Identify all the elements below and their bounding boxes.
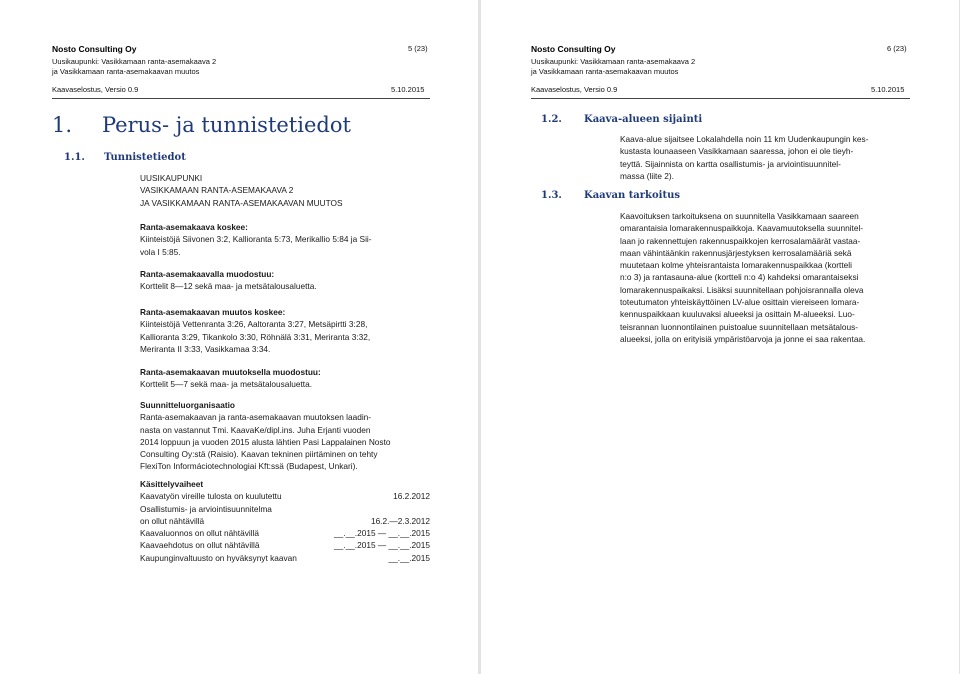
location-line: kustasta lounaaseen Vasikkamaan saaressa, johon ei ole tieyh- — [620, 146, 854, 157]
location-line: teyttä. Sijainnista on kartta osallistumis- ja arviointisuunnitel- — [620, 158, 841, 169]
phase-row — [140, 527, 430, 539]
h2-number: 1.1. — [64, 152, 85, 163]
organisation-line: FlexiTon Informácioteсhnologiai Kft:ssä (Budapest, Unkari). — [140, 461, 358, 472]
caps-line: UUSIKAUPUNKI — [140, 173, 203, 183]
muutos-line: Kiinteistöjä Vettenranta 3:26, Aaltoranta 3:27, Metsäpirtti 3:28, — [140, 319, 368, 330]
location-text — [620, 133, 910, 182]
purpose-line: maan vähintäänkin rakennusjärjestyksen kerrosalamääriä sekä — [620, 247, 852, 258]
phase-label: Kaupunginvaltuusto on hyväksynyt kaavan — [140, 552, 297, 563]
phase-date: __.__.2015 — [388, 552, 430, 563]
phase-date: __.__.2015 — __.__.2015 — [334, 528, 430, 539]
koskee-line: Kiinteistöjä Siivonen 3:2, Kallioranta 5:73, Merikallio 5:84 ja Sii- — [140, 234, 372, 245]
phase-row — [140, 503, 430, 515]
muutos-line: Kallioranta 3:29, Tikankolo 3:30, Röhnälä 3:31, Meriranta 3:32, — [140, 331, 371, 342]
organisation-line: Ranta-asemakaavan ja ranta-asemakaavan muutoksen laadin- — [140, 412, 372, 423]
h1-number: 1. — [52, 113, 73, 137]
h2-title: Tunnistetiedot — [104, 152, 186, 163]
organisation-line: Consulting Oy:stä (Raisio). Kaavan tekninen piirtäminen on tehty — [140, 449, 378, 460]
phase-label: Kaavaehdotus on ollut nähtävillä — [140, 540, 260, 551]
phase-date: __.__.2015 — __.__.2015 — [334, 540, 430, 551]
header-date: 5.10.2015 — [391, 85, 425, 94]
caps-line: VASIKKAMAAN RANTA-ASEMAKAAVA 2 — [140, 185, 294, 196]
purpose-line: Kaavoituksen tarkoituksena on suunnitella Vasikkamaan saareen — [620, 211, 859, 221]
location-line: massa (liite 2). — [620, 170, 674, 181]
purpose-line: muutetaan kolme yhteisrantaista lomarakennuspaikkaa (kortteli — [620, 260, 852, 271]
header-company: Nosto Consulting Oy — [531, 44, 616, 54]
phase-row — [140, 552, 430, 564]
purpose-line: laan jo rakennettujen rakennuspaikkojen kerrosalamäärät vastaa- — [620, 235, 861, 246]
organisation-line: 2014 loppuun ja vuoden 2015 alusta lähtien Pasi Lappalainen Nosto — [140, 436, 391, 447]
purpose-line: lomarakennuspaikaksi. Lisäksi suunnitellaan pohjoisrannalla oleva — [620, 284, 864, 295]
section-title: Kaavan tarkoitus — [584, 190, 680, 201]
purpose-line: teisrannan luonnontilainen puistoalue suunnitellaan metsätalous- — [620, 321, 859, 332]
header-company: Nosto Consulting Oy — [52, 44, 137, 54]
identification-caps — [140, 172, 430, 209]
organisation-line: nasta on vastannut Tmi. KaavaKe/dipl.ins. Juha Erjanti vuoden — [140, 424, 371, 435]
section-number: 1.2. — [541, 114, 562, 125]
purpose-line: n:o 3) ja rantasauna-alue (kortteli n:o 4) kahdeksi omarantaiseksi — [620, 272, 859, 283]
purpose-line: alueeksi, jolla on erityisiä ympäristöarvoja ja jonne ei saa rakentaa. — [620, 333, 866, 344]
section-number: 1.3. — [541, 190, 562, 201]
koskee-line: vola I 5:85. — [140, 246, 181, 257]
header-rule — [531, 98, 910, 99]
section-title: Kaava-alueen sijainti — [584, 114, 703, 125]
muutos-title: Ranta-asemakaavan muutos koskee: — [140, 307, 286, 317]
header-date: 5.10.2015 — [871, 85, 905, 94]
muutoksella-text: Korttelit 5—7 sekä maa- ja metsätalousaluetta. — [140, 379, 313, 390]
muutoksella-title: Ranta-asemakaavan muutoksella muodostuu: — [140, 367, 321, 377]
location-line: Kaava-alue sijaitsee Lokalahdella noin 11 km Uudenkaupungin kes- — [620, 134, 869, 144]
page-number: 6 (23) — [887, 44, 907, 53]
organisation-title: Suunnitteluorganisaatio — [140, 400, 235, 410]
organisation-block — [140, 399, 430, 473]
caps-line: JA VASIKKAMAAN RANTA-ASEMAKAAVAN MUUTOS — [140, 197, 343, 208]
phase-label: Osallistumis- ja arviointisuunnitelma — [140, 503, 272, 514]
muodostuu-block — [140, 268, 430, 293]
phase-label: Kaavatyön vireille tulosta on kuulutettu — [140, 491, 282, 502]
koskee-title: Ranta-asemakaava koskee: — [140, 222, 248, 232]
muutos-block — [140, 306, 430, 355]
phase-label: on ollut nähtävillä — [140, 515, 205, 526]
header-project-line1: Uusikaupunki: Vasikkamaan ranta-asemakaava 2 — [52, 57, 217, 66]
phase-date: 16.2.2012 — [393, 491, 430, 502]
header-project-line2: ja Vasikkamaan ranta-asemakaavan muutos — [531, 67, 679, 76]
muodostuu-title: Ranta-asemakaavalla muodostuu: — [140, 269, 275, 279]
phase-row — [140, 490, 430, 502]
phase-row — [140, 515, 430, 527]
page-6 — [481, 0, 959, 674]
purpose-line: toteutumaton yhteiskäyttöinen LV-alue osittain viereiseen lomara- — [620, 297, 860, 308]
muodostuu-text: Korttelit 8—12 sekä maa- ja metsätalousaluetta. — [140, 281, 317, 292]
header-doc-version: Kaavaselostus, Versio 0.9 — [52, 85, 139, 94]
phase-label: Kaavaluonnos on ollut nähtävillä — [140, 528, 260, 539]
header-rule — [52, 98, 430, 99]
phase-date: 16.2.—2.3.2012 — [370, 515, 430, 526]
phases-block — [140, 478, 430, 564]
page-number: 5 (23) — [408, 44, 428, 53]
purpose-text — [620, 210, 910, 345]
phases-title: Käsittelyvaiheet — [140, 479, 204, 489]
koskee-block — [140, 221, 430, 258]
header-doc-version: Kaavaselostus, Versio 0.9 — [531, 85, 618, 94]
muutoksella-block — [140, 366, 430, 391]
muutos-line: Meriranta II 3:33, Vasikkamaa 3:34. — [140, 343, 271, 354]
h1-title: Perus- ja tunnistetiedot — [102, 113, 351, 137]
page-5 — [0, 0, 478, 674]
phase-row — [140, 539, 430, 551]
purpose-line: kennuspaikkaan kuuluvaksi alueeksi ja osittain M-alueeksi. Luo- — [620, 309, 855, 320]
header-project-line2: ja Vasikkamaan ranta-asemakaavan muutos — [52, 67, 200, 76]
purpose-line: omarantaisia lomarakennuspaikkoja. Kaavamuutoksella suunnitel- — [620, 223, 864, 234]
header-project-line1: Uusikaupunki: Vasikkamaan ranta-asemakaava 2 — [531, 57, 696, 66]
